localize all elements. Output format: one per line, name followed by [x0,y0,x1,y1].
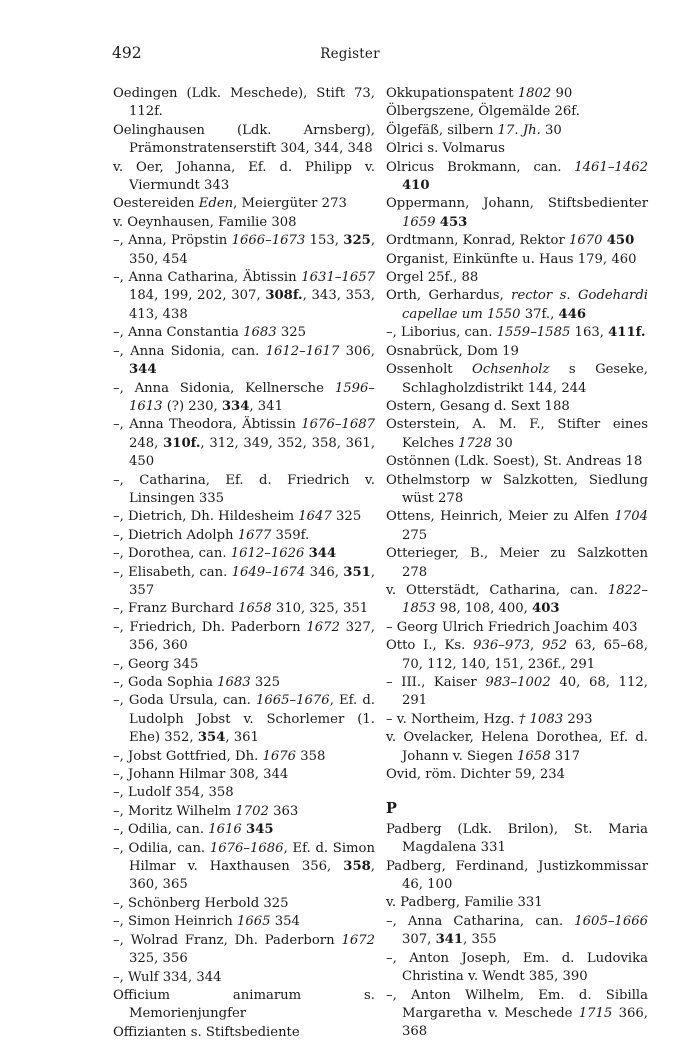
running-title: Register [320,46,380,62]
index-entry: –, Anna, Pröpstin 1666–1673 153, 325, 350, 454 [113,233,376,267]
index-entry: Officium animarum s. Memorienjungfer [113,987,375,1022]
index-entry: –, Dorothea, can. 1612–1626 344 [113,546,337,562]
index-entry: v. Oeynhausen, Familie 308 [113,214,297,230]
index-entry: –, Anna Catharina, can. 1605–1666 307, 341, 355 [386,913,648,948]
index-entry: Oedingen (Ldk. Meschede), Stift 73, 112f. [113,86,375,120]
index-entry: Orth, Gerhardus, rector s. Godehardi capellae um 1550 37f., 446 [386,288,649,322]
section-gap [386,784,648,800]
index-entry: – Georg Ulrich Friedrich Joachim 403 [386,619,638,635]
index-entry: –, Goda Ursula, can. 1665–1676, Ef. d. Ludolph Jobst v. Schorlemer (1. Ehe) 352, 354, 361 [113,693,375,746]
index-entry: –, Goda Sophia 1683 325 [113,675,281,690]
index-entry: –, Johann Hilmar 308, 344 [113,767,289,783]
index-entry: Othelmstorp w Salzkotten, Siedlung wüst 278 [386,472,648,506]
index-column-right [386,85,648,1042]
index-entry: –, Wolrad Franz, Dh. Paderborn 1672 325, 356 [113,932,375,967]
section-letter: P [386,800,397,818]
index-entry: –, Odilia, can. 1616 345 [113,822,274,838]
index-entry: – v. Northeim, Hzg. † 1083 293 [386,711,593,727]
page-number: 492 [112,44,142,62]
index-entry: Ostönnen (Ldk. Soest), St. Andreas 18 [386,454,643,470]
index-entry: Ölbergszene, Ölgemälde 26f. [386,104,580,120]
index-column-left [113,85,375,1042]
index-entry: Oppermann, Johann, Stiftsbedienter 1659 453 [386,196,648,230]
index-entry: –, Anna Theodora, Äbtissin 1676–1687 248, 310f., 312, 349, 352, 358, 361, 450 [113,417,376,470]
index-entry: –, Franz Burchard 1658 310, 325, 351 [113,601,369,617]
index-entry: Oestereiden Eden, Meiergüter 273 [113,196,347,212]
index-entry: Olrici s. Volmarus [386,141,505,157]
index-entry: Olricus Brokmann, can. 1461–1462 410 [386,159,648,194]
index-entry: –, Anna Catharina, Äbtissin 1631–1657 184, 199, 202, 307, 308f., 343, 353, 413, 438 [113,270,375,322]
index-entry: Okkupationspatent 1802 90 [386,86,573,101]
index-entry: Ostern, Gesang d. Sext 188 [386,398,570,414]
index-entry: v. Padberg, Familie 331 [386,895,543,911]
index-entry: –, Anton Wilhelm, Em. d. Sibilla Margaretha v. Meschede 1715 366, 368 [386,987,648,1040]
index-entry: Ordtmann, Konrad, Rektor 1670 450 [386,233,635,249]
index-entry: Padberg (Ldk. Brilon), St. Maria Magdalena 331 [386,821,648,856]
index-entry: Organist, Einkünfte u. Haus 179, 460 [386,251,637,267]
index-entry: –, Dietrich, Dh. Hildesheim 1647 325 [113,509,362,525]
index-entry: –, Moritz Wilhelm 1702 363 [113,803,299,819]
index-entry: Osnabrück, Dom 19 [386,343,519,359]
index-entry: Otto I., Ks. 936–973, 952 63, 65–68, 70, 112, 140, 151, 236f., 291 [386,638,648,672]
index-entry: v. Ovelacker, Helena Dorothea, Ef. d. Johann v. Siegen 1658 317 [386,730,648,764]
index-entry: Ottens, Heinrich, Meier zu Alfen 1704 275 [386,509,648,543]
index-entry: –, Georg 345 [113,656,199,672]
index-entry: –, Catharina, Ef. d. Friedrich v. Linsingen 335 [113,472,375,506]
index-entry: –, Liborius, can. 1559–1585 163, 411f. [386,325,646,341]
index-entry: Ovid, röm. Dichter 59, 234 [386,767,566,783]
index-entry: –, Anton Joseph, Em. d. Ludovika Christina v. Wendt 385, 390 [386,950,648,985]
index-entry: Offizianten s. Stiftsbediente [113,1024,300,1040]
index-entry: –, Anna Sidonia, can. 1612–1617 306, 344 [113,343,375,378]
index-entry: – III., Kaiser 983–1002 40, 68, 112, 291 [386,675,648,709]
index-entry: Orgel 25f., 88 [386,270,479,286]
index-entry: Osterstein, A. M. F., Stifter eines Kelches 1728 30 [386,417,648,451]
index-entry: Padberg, Ferdinand, Justizkommissar 46, 100 [386,858,648,893]
index-entry: –, Anna Sidonia, Kellnersche 1596–1613 (?) 230, 334, 341 [113,380,375,414]
index-entry: –, Anna Constantia 1683 325 [113,325,306,341]
index-entry: –, Jobst Gottfried, Dh. 1676 358 [113,748,326,764]
index-entry: Oelinghausen (Ldk. Arnsberg), Prämonstratenserstift 304, 344, 348 [113,122,375,157]
index-entry: –, Elisabeth, can. 1649–1674 346, 351, 357 [113,564,376,598]
index-entry: Ölgefäß, silbern 17. Jh. 30 [386,122,562,138]
index-entry: –, Simon Heinrich 1665 354 [113,914,300,930]
index-entry: –, Friedrich, Dh. Paderborn 1672 327, 356, 360 [113,619,375,654]
index-entry: –, Wulf 334, 344 [113,969,222,985]
index-entry: –, Odilia, can. 1676–1686, Ef. d. Simon Hilmar v. Haxthausen 356, 358, 360, 365 [113,840,375,893]
index-entry: –, Ludolf 354, 358 [113,785,234,801]
index-entry: v. Otterstädt, Catharina, can. 1822–1853 98, 108, 400, 403 [386,582,648,617]
index-entry: v. Oer, Johanna, Ef. d. Philipp v. Viermundt 343 [113,159,375,194]
index-entry: Otterieger, B., Meier zu Salzkotten 278 [386,546,648,580]
index-entry: –, Dietrich Adolph 1677 359f. [113,527,310,543]
index-entry: Ossenholt Ochsenholz s Geseke, Schlagholzdistrikt 144, 244 [386,362,648,396]
index-entry: –, Schönberg Herbold 325 [113,895,289,911]
